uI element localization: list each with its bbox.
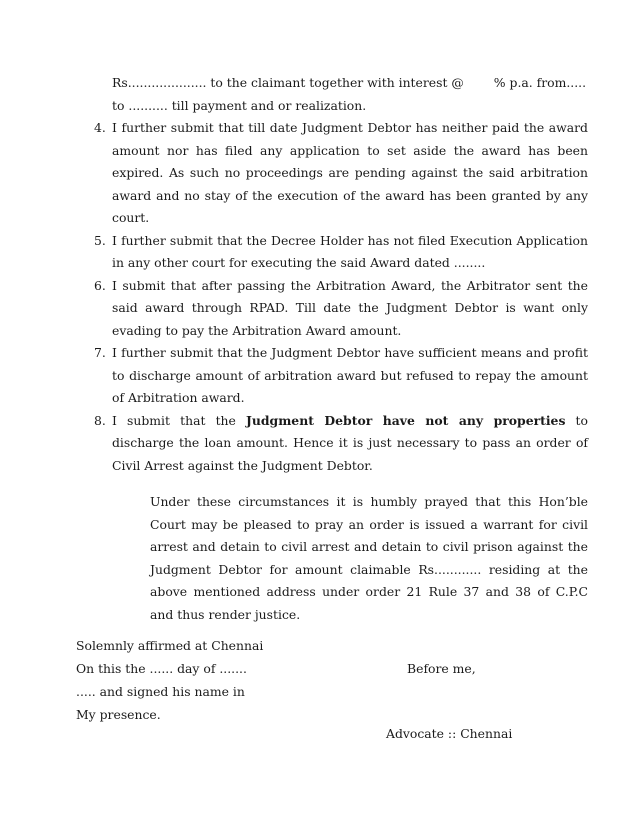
submission-item-6 xyxy=(94,275,588,343)
item-number: 4. xyxy=(94,120,106,135)
item-text: I further submit that till date Judgment Debtor has neither paid the award amount nor has filed any application to set aside the award has been expired. As such no proceedings are pending against the said arbitration award and no stay of the execution of the award has been granted by any court. xyxy=(112,120,588,225)
interest-rate-clause: % p.a. from..... xyxy=(493,75,587,90)
prayer-paragraph: Under these circumstances it is humbly prayed that this Hon’ble Court may be pleased to pray an order is issued a warrant for civil arrest and detain to civil arrest and detain to civil prison against the Judgment Debtor for amount claimable Rs............ residing at the above mentioned address under order 21 Rule 37 and 38 of C.P.C and thus render justice. xyxy=(150,494,588,622)
advocate-signature-label: Advocate :: Chennai xyxy=(386,726,513,741)
continued-paragraph xyxy=(112,72,588,117)
item-text: I submit that after passing the Arbitration Award, the Arbitrator sent the said award through RPAD. Till date the Judgment Debtor is want only evading to pay the Arbitration Award amount. xyxy=(112,277,588,338)
continued-line-2: to .......... till payment and or realization. xyxy=(112,97,367,113)
affirmation-line-4: My presence. xyxy=(76,707,161,722)
continued-line-1 xyxy=(112,72,588,95)
submission-item-4 xyxy=(94,117,588,230)
item-number: 8. xyxy=(94,412,106,428)
submission-item-7 xyxy=(94,342,588,410)
affirmation-line-1: Solemnly affirmed at Chennai xyxy=(76,638,264,653)
submission-item-5 xyxy=(94,230,588,275)
item-text: I further submit that the Decree Holder has not filed Execution Application in any other court for executing the said Award dated ........ xyxy=(112,232,588,270)
item-number: 7. xyxy=(94,345,106,360)
affirmation-block xyxy=(76,634,263,726)
interest-clause: Rs.................... to the claimant together with interest @ xyxy=(112,75,464,90)
item-number: 5. xyxy=(94,232,106,248)
item-number: 6. xyxy=(94,277,106,293)
item-text-before: I submit that the xyxy=(112,412,246,428)
affirmation-line-3: ..... and signed his name in xyxy=(76,684,245,699)
submissions-list xyxy=(94,117,588,477)
before-me-label: Before me, xyxy=(407,661,476,676)
affirmation-line-2: On this the ...... day of ....... xyxy=(76,661,247,676)
submission-item-8 xyxy=(94,410,588,478)
item-text-bold: Judgment Debtor have not any properties xyxy=(246,412,566,428)
item-text: I further submit that the Judgment Debtor have sufficient means and profit to discharge amount of arbitration award but refused to repay the amount of Arbitration award. xyxy=(112,345,588,405)
item-text-after: to discharge the loan amount. Hence it is just necessary to pass an order of Civil Arrest against the Judgment Debtor. xyxy=(112,412,588,473)
